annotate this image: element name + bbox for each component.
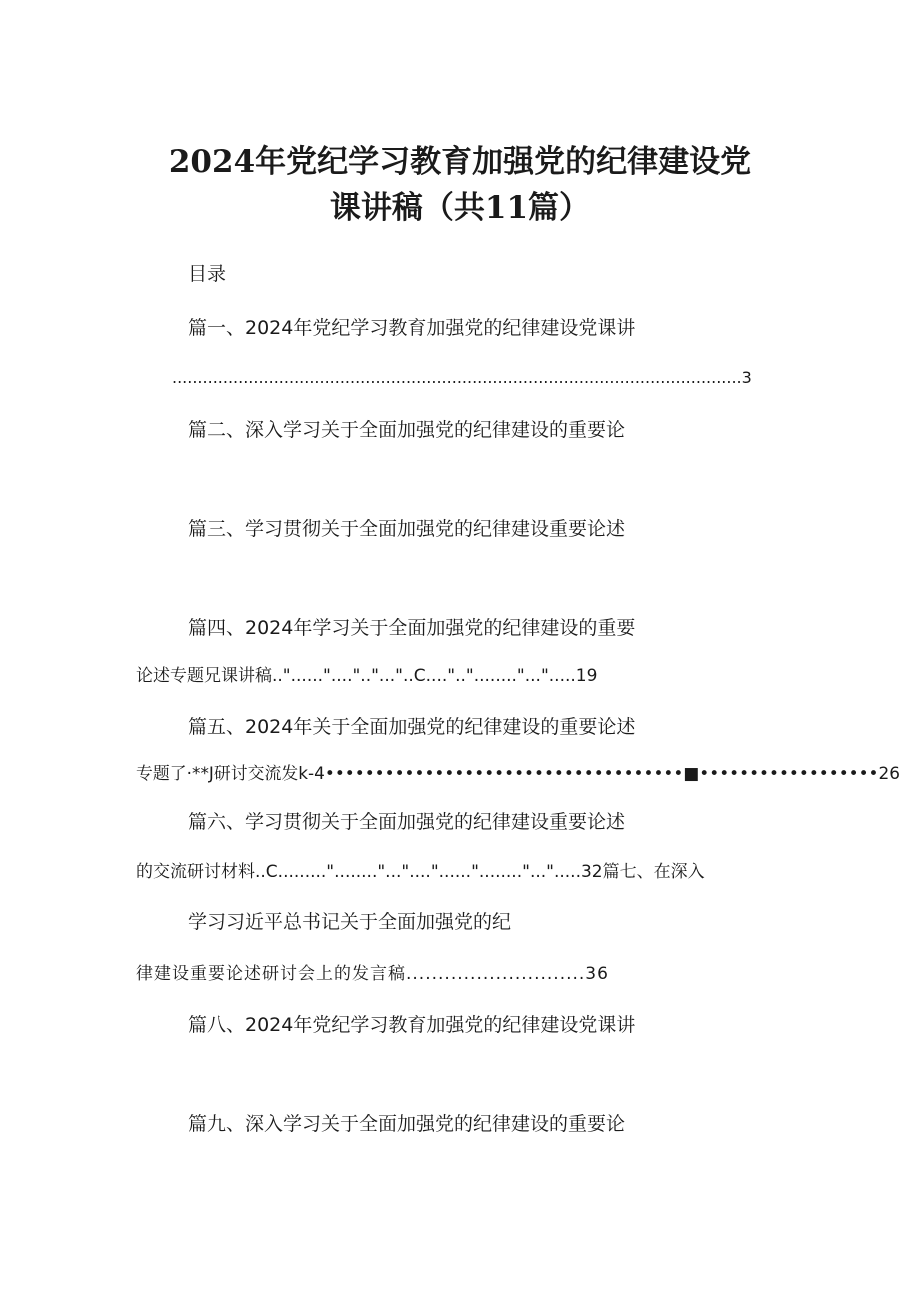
document-title-line2: 课讲稿（共11篇） — [329, 190, 591, 226]
toc-entry-7-cont: 律建设重要论述研讨会上的发言稿............................36 — [136, 964, 609, 984]
toc-entry-7[interactable]: 学习习近平总书记关于全面加强党的纪 — [188, 911, 512, 933]
toc-entry-8[interactable]: 篇八、2024年党纪学习教育加强党的纪律建设党课讲 — [188, 1014, 636, 1036]
toc-entry-5[interactable]: 篇五、2024年关于全面加强党的纪律建设的重要论述 — [188, 716, 636, 738]
toc-heading: 目录 — [188, 263, 227, 285]
toc-entry-3[interactable]: 篇三、学习贯彻关于全面加强党的纪律建设重要论述 — [188, 518, 626, 540]
toc-entry-9[interactable]: 篇九、深入学习关于全面加强党的纪律建设的重要论 — [188, 1113, 626, 1135]
toc-entry-1[interactable]: 篇一、2024年党纪学习教育加强党的纪律建设党课讲 — [188, 317, 636, 339]
toc-entry-5-cont: 专题了·**J研讨交流发k-4••••••••••••••••••••••••••••••••••••■••••••••••••••••••26 — [136, 764, 901, 784]
toc-entry-2[interactable]: 篇二、深入学习关于全面加强党的纪律建设的重要论 — [188, 419, 626, 441]
toc-entry-4[interactable]: 篇四、2024年学习关于全面加强党的纪律建设的重要 — [188, 617, 636, 639]
toc-entry-6[interactable]: 篇六、学习贯彻关于全面加强党的纪律建设重要论述 — [188, 811, 626, 833]
document-title-line1: 2024年党纪学习教育加强党的纪律建设党 — [168, 144, 752, 180]
toc-entry-4-cont: 论述专题兄课讲稿.."......"....".."..."..C....".."........"...".....19 — [136, 666, 598, 686]
toc-entry-1-leader: ................................................................................................................3 — [172, 368, 752, 387]
toc-entry-6-cont: 的交流研讨材料..C........."........"..."...."......"........"...".....32篇七、在深入 — [136, 862, 705, 882]
